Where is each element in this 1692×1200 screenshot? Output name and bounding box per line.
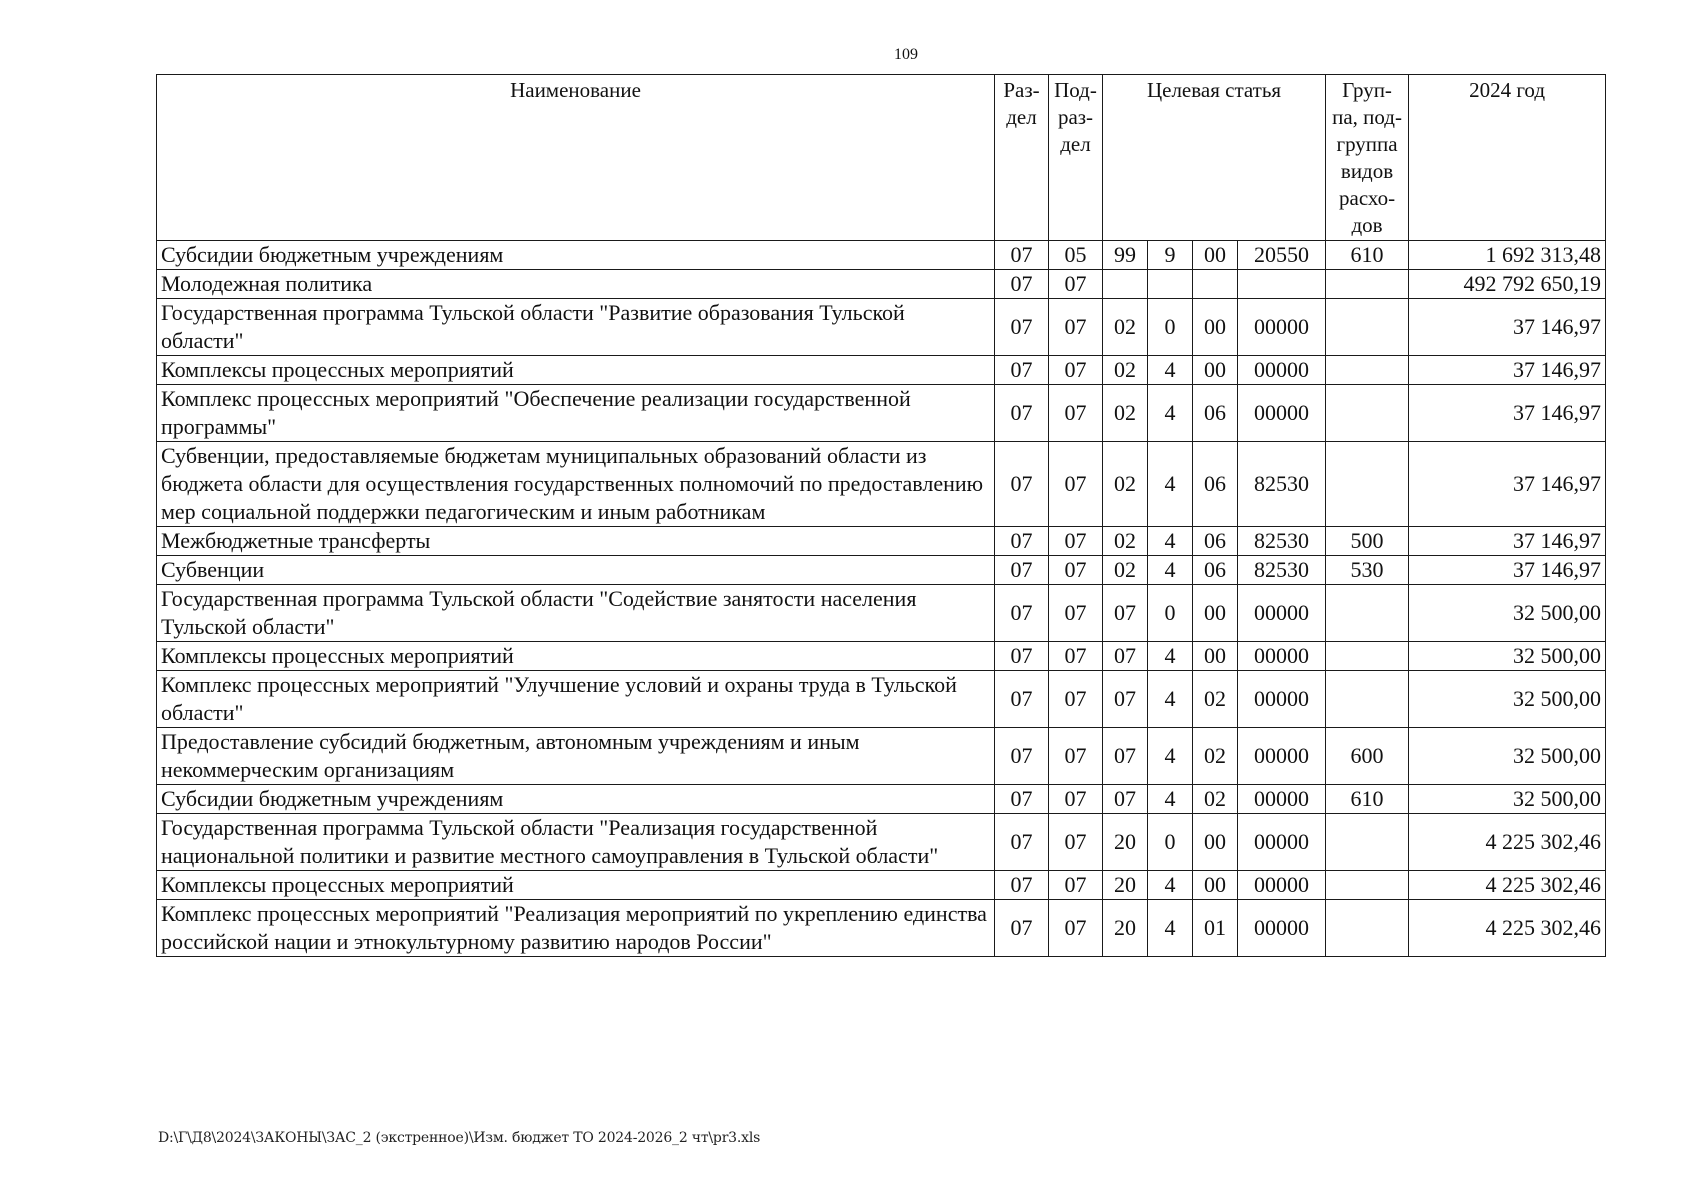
cell-expense-group bbox=[1326, 442, 1409, 527]
cell-subsection: 07 bbox=[1049, 728, 1103, 785]
cell-target-subprogram: 00 bbox=[1193, 241, 1238, 270]
cell-target-program: 07 bbox=[1103, 585, 1148, 642]
header-section-label: Раз- дел bbox=[1003, 78, 1040, 129]
header-name bbox=[157, 75, 995, 241]
cell-expense-group: 530 bbox=[1326, 556, 1409, 585]
cell-target-subprogram: 02 bbox=[1193, 728, 1238, 785]
budget-table bbox=[156, 74, 1606, 957]
cell-expense-group bbox=[1326, 299, 1409, 356]
cell-subsection: 07 bbox=[1049, 585, 1103, 642]
cell-target-program: 02 bbox=[1103, 299, 1148, 356]
header-subsection bbox=[1049, 75, 1103, 241]
cell-target-direction: 00000 bbox=[1238, 900, 1326, 957]
cell-target-subprogram: 00 bbox=[1193, 299, 1238, 356]
cell-amount: 32 500,00 bbox=[1409, 785, 1606, 814]
cell-target-type: 4 bbox=[1148, 442, 1193, 527]
cell-section: 07 bbox=[995, 241, 1049, 270]
table-row bbox=[157, 642, 1606, 671]
cell-target-program: 99 bbox=[1103, 241, 1148, 270]
cell-subsection: 07 bbox=[1049, 299, 1103, 356]
cell-target-type: 4 bbox=[1148, 385, 1193, 442]
cell-section: 07 bbox=[995, 785, 1049, 814]
cell-subsection: 07 bbox=[1049, 814, 1103, 871]
table-row bbox=[157, 671, 1606, 728]
cell-target-type: 0 bbox=[1148, 814, 1193, 871]
cell-target-direction: 00000 bbox=[1238, 728, 1326, 785]
cell-expense-group: 610 bbox=[1326, 241, 1409, 270]
cell-target-program: 02 bbox=[1103, 385, 1148, 442]
cell-subsection: 07 bbox=[1049, 527, 1103, 556]
table-row bbox=[157, 728, 1606, 785]
cell-name: Комплексы процессных мероприятий bbox=[157, 642, 995, 671]
cell-target-subprogram: 00 bbox=[1193, 642, 1238, 671]
cell-amount: 32 500,00 bbox=[1409, 642, 1606, 671]
cell-target-direction: 82530 bbox=[1238, 442, 1326, 527]
cell-subsection: 07 bbox=[1049, 900, 1103, 957]
cell-target-type: 4 bbox=[1148, 728, 1193, 785]
header-year-label: 2024 год bbox=[1469, 78, 1545, 102]
cell-expense-group: 500 bbox=[1326, 527, 1409, 556]
table-row bbox=[157, 556, 1606, 585]
cell-section: 07 bbox=[995, 385, 1049, 442]
cell-target-program: 07 bbox=[1103, 671, 1148, 728]
cell-target-direction: 00000 bbox=[1238, 299, 1326, 356]
cell-section: 07 bbox=[995, 442, 1049, 527]
cell-target-direction: 00000 bbox=[1238, 642, 1326, 671]
cell-target-type: 0 bbox=[1148, 585, 1193, 642]
cell-target-type: 9 bbox=[1148, 241, 1193, 270]
cell-target-type: 4 bbox=[1148, 642, 1193, 671]
cell-name: Комплексы процессных мероприятий bbox=[157, 871, 995, 900]
header-target-article-label: Целевая статья bbox=[1146, 78, 1282, 102]
table-body bbox=[157, 241, 1606, 957]
cell-target-type bbox=[1148, 270, 1193, 299]
cell-amount: 32 500,00 bbox=[1409, 671, 1606, 728]
cell-name: Государственная программа Тульской области "Реализация государственной национальной политики и развитие местного самоуправления в Тульской области" bbox=[157, 814, 995, 871]
header-expense-group-label: Груп- па, под- группа видов расхо- дов bbox=[1332, 78, 1402, 237]
cell-subsection: 07 bbox=[1049, 785, 1103, 814]
cell-target-direction: 00000 bbox=[1238, 871, 1326, 900]
header-row bbox=[157, 75, 1606, 241]
cell-amount: 37 146,97 bbox=[1409, 556, 1606, 585]
cell-amount: 1 692 313,48 bbox=[1409, 241, 1606, 270]
cell-target-program: 07 bbox=[1103, 642, 1148, 671]
cell-target-subprogram: 00 bbox=[1193, 814, 1238, 871]
cell-target-direction: 00000 bbox=[1238, 356, 1326, 385]
cell-section: 07 bbox=[995, 900, 1049, 957]
cell-amount: 4 225 302,46 bbox=[1409, 814, 1606, 871]
header-year bbox=[1409, 75, 1606, 241]
cell-target-direction: 00000 bbox=[1238, 385, 1326, 442]
cell-target-type: 4 bbox=[1148, 356, 1193, 385]
cell-target-direction: 20550 bbox=[1238, 241, 1326, 270]
table-row bbox=[157, 241, 1606, 270]
table-row bbox=[157, 871, 1606, 900]
cell-target-direction: 00000 bbox=[1238, 671, 1326, 728]
cell-section: 07 bbox=[995, 556, 1049, 585]
cell-target-direction: 00000 bbox=[1238, 585, 1326, 642]
cell-target-type: 4 bbox=[1148, 556, 1193, 585]
cell-section: 07 bbox=[995, 270, 1049, 299]
cell-target-program: 02 bbox=[1103, 442, 1148, 527]
cell-subsection: 07 bbox=[1049, 871, 1103, 900]
cell-target-program: 20 bbox=[1103, 871, 1148, 900]
table-row bbox=[157, 814, 1606, 871]
cell-subsection: 07 bbox=[1049, 642, 1103, 671]
cell-name: Межбюджетные трансферты bbox=[157, 527, 995, 556]
cell-subsection: 07 bbox=[1049, 671, 1103, 728]
cell-amount: 4 225 302,46 bbox=[1409, 900, 1606, 957]
cell-amount: 4 225 302,46 bbox=[1409, 871, 1606, 900]
cell-name: Молодежная политика bbox=[157, 270, 995, 299]
cell-name: Государственная программа Тульской области "Развитие образования Тульской области" bbox=[157, 299, 995, 356]
cell-name: Субвенции, предоставляемые бюджетам муниципальных образований области из бюджета области для осуществления государственных полномочий по предоставлению мер социальной поддержки педагогическим и иным работникам bbox=[157, 442, 995, 527]
table-row bbox=[157, 785, 1606, 814]
cell-expense-group bbox=[1326, 671, 1409, 728]
cell-expense-group bbox=[1326, 585, 1409, 642]
page-number: 109 bbox=[894, 46, 918, 63]
cell-target-subprogram: 06 bbox=[1193, 385, 1238, 442]
table-row bbox=[157, 442, 1606, 527]
header-expense-group bbox=[1326, 75, 1409, 241]
cell-target-subprogram: 02 bbox=[1193, 671, 1238, 728]
cell-section: 07 bbox=[995, 728, 1049, 785]
cell-section: 07 bbox=[995, 814, 1049, 871]
cell-target-program bbox=[1103, 270, 1148, 299]
cell-target-program: 07 bbox=[1103, 785, 1148, 814]
cell-section: 07 bbox=[995, 356, 1049, 385]
cell-name: Субвенции bbox=[157, 556, 995, 585]
cell-target-subprogram: 00 bbox=[1193, 356, 1238, 385]
cell-name: Государственная программа Тульской области "Содействие занятости населения Тульской области" bbox=[157, 585, 995, 642]
table-row bbox=[157, 585, 1606, 642]
cell-target-type: 4 bbox=[1148, 527, 1193, 556]
cell-target-program: 02 bbox=[1103, 556, 1148, 585]
cell-amount: 37 146,97 bbox=[1409, 442, 1606, 527]
cell-target-program: 20 bbox=[1103, 900, 1148, 957]
cell-expense-group: 610 bbox=[1326, 785, 1409, 814]
cell-subsection: 07 bbox=[1049, 442, 1103, 527]
cell-expense-group: 600 bbox=[1326, 728, 1409, 785]
cell-expense-group bbox=[1326, 642, 1409, 671]
cell-name: Комплекс процессных мероприятий "Улучшение условий и охраны труда в Тульской области" bbox=[157, 671, 995, 728]
cell-amount: 37 146,97 bbox=[1409, 299, 1606, 356]
table-header bbox=[157, 75, 1606, 241]
cell-subsection: 07 bbox=[1049, 385, 1103, 442]
cell-target-direction: 82530 bbox=[1238, 556, 1326, 585]
table-row bbox=[157, 527, 1606, 556]
cell-target-direction bbox=[1238, 270, 1326, 299]
cell-section: 07 bbox=[995, 642, 1049, 671]
cell-target-subprogram: 06 bbox=[1193, 527, 1238, 556]
table-row bbox=[157, 900, 1606, 957]
header-section bbox=[995, 75, 1049, 241]
cell-target-direction: 00000 bbox=[1238, 814, 1326, 871]
cell-section: 07 bbox=[995, 527, 1049, 556]
cell-target-subprogram: 00 bbox=[1193, 871, 1238, 900]
cell-target-subprogram: 00 bbox=[1193, 585, 1238, 642]
cell-amount: 37 146,97 bbox=[1409, 527, 1606, 556]
cell-section: 07 bbox=[995, 871, 1049, 900]
cell-target-type: 4 bbox=[1148, 671, 1193, 728]
cell-target-program: 20 bbox=[1103, 814, 1148, 871]
cell-target-subprogram bbox=[1193, 270, 1238, 299]
cell-expense-group bbox=[1326, 356, 1409, 385]
cell-subsection: 07 bbox=[1049, 556, 1103, 585]
cell-target-type: 4 bbox=[1148, 900, 1193, 957]
cell-amount: 32 500,00 bbox=[1409, 728, 1606, 785]
cell-target-subprogram: 06 bbox=[1193, 442, 1238, 527]
cell-subsection: 07 bbox=[1049, 356, 1103, 385]
cell-section: 07 bbox=[995, 585, 1049, 642]
cell-section: 07 bbox=[995, 299, 1049, 356]
cell-target-type: 0 bbox=[1148, 299, 1193, 356]
cell-subsection: 05 bbox=[1049, 241, 1103, 270]
cell-target-subprogram: 06 bbox=[1193, 556, 1238, 585]
cell-target-subprogram: 02 bbox=[1193, 785, 1238, 814]
cell-amount: 37 146,97 bbox=[1409, 385, 1606, 442]
cell-name: Предоставление субсидий бюджетным, автономным учреждениям и иным некоммерческим организациям bbox=[157, 728, 995, 785]
cell-name: Комплекс процессных мероприятий "Реализация мероприятий по укреплению единства российской нации и этнокультурному развитию народов России" bbox=[157, 900, 995, 957]
cell-name: Субсидии бюджетным учреждениям bbox=[157, 241, 995, 270]
cell-target-subprogram: 01 bbox=[1193, 900, 1238, 957]
header-name-label: Наименование bbox=[510, 78, 641, 102]
cell-expense-group bbox=[1326, 385, 1409, 442]
cell-expense-group bbox=[1326, 814, 1409, 871]
header-subsection-label: Под- раз- дел bbox=[1054, 78, 1097, 156]
table-row bbox=[157, 385, 1606, 442]
cell-expense-group bbox=[1326, 270, 1409, 299]
cell-target-program: 02 bbox=[1103, 356, 1148, 385]
footer-file-path: D:\Г\Д8\2024\ЗАКОНЫ\ЗАС_2 (экстренное)\Изм. бюджет ТО 2024-2026_2 чт\pr3.xls bbox=[158, 1130, 761, 1146]
cell-name: Комплексы процессных мероприятий bbox=[157, 356, 995, 385]
cell-name: Комплекс процессных мероприятий "Обеспечение реализации государственной программы" bbox=[157, 385, 995, 442]
cell-target-type: 4 bbox=[1148, 785, 1193, 814]
header-target-article bbox=[1103, 75, 1326, 241]
cell-amount: 37 146,97 bbox=[1409, 356, 1606, 385]
cell-target-direction: 82530 bbox=[1238, 527, 1326, 556]
cell-target-program: 02 bbox=[1103, 527, 1148, 556]
cell-name: Субсидии бюджетным учреждениям bbox=[157, 785, 995, 814]
cell-subsection: 07 bbox=[1049, 270, 1103, 299]
cell-amount: 492 792 650,19 bbox=[1409, 270, 1606, 299]
cell-target-program: 07 bbox=[1103, 728, 1148, 785]
cell-target-direction: 00000 bbox=[1238, 785, 1326, 814]
cell-amount: 32 500,00 bbox=[1409, 585, 1606, 642]
table-row bbox=[157, 356, 1606, 385]
cell-section: 07 bbox=[995, 671, 1049, 728]
cell-expense-group bbox=[1326, 871, 1409, 900]
table-row bbox=[157, 270, 1606, 299]
table-row bbox=[157, 299, 1606, 356]
cell-expense-group bbox=[1326, 900, 1409, 957]
cell-target-type: 4 bbox=[1148, 871, 1193, 900]
